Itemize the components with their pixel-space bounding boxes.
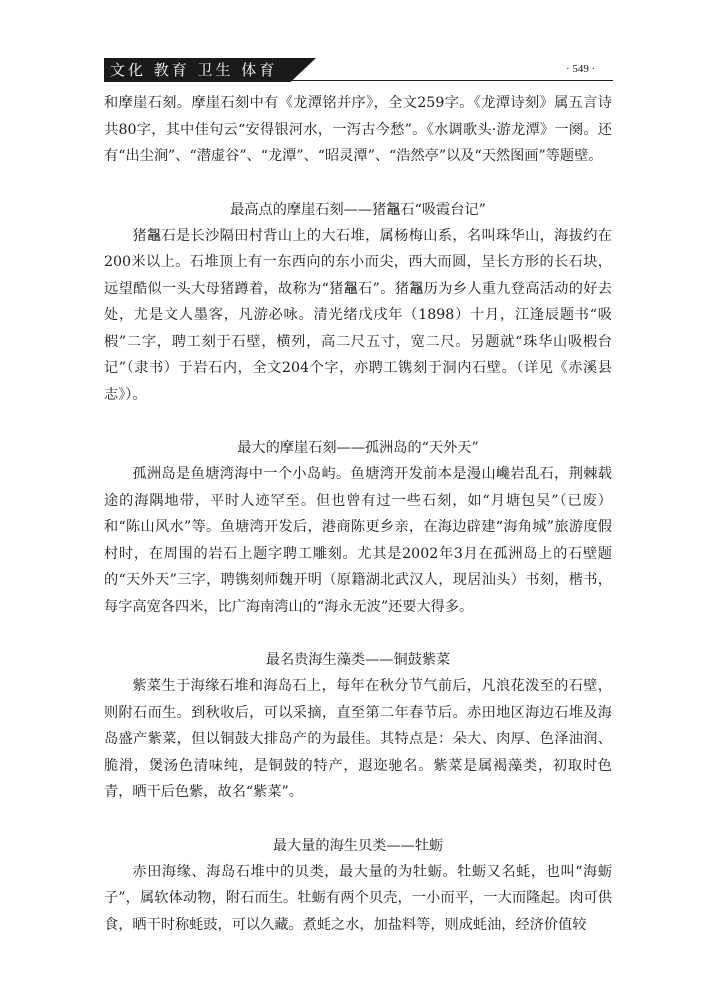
header-rule bbox=[104, 80, 613, 81]
section-heading: 最大的摩崖石刻——孤洲岛的“天外天” bbox=[237, 440, 479, 456]
paragraph: 紫菜生于海缘石堆和海岛石上，每年在秋分节气前后，凡浪花泼至的石壁，则附石而生。到秋收后，可以采摘，直至第二年春节后。赤田地区海边石堆及海岛盛产紫菜，但以铜鼓大排岛产的为最佳。其特点是：朵大、肉厚、色泽油润、脆滑，煲汤色清味纯，是铜鼓的特产，遐迩驰名。紫菜是属褐藻类，初取时色青，晒干后色紫，故名“紫菜”。 bbox=[104, 678, 612, 800]
section-heading: 最高点的摩崖石刻——猪𪓟石“吸霞台记” bbox=[230, 201, 486, 218]
page-number: · 549 · bbox=[566, 63, 596, 75]
paragraph: 猪𪓟石是长沙隔田村背山上的大石堆，属杨梅山系，名叫珠华山，海拔约在200米以上。石堆顶上有一东西向的东小而尖，西大而圆，呈长方形的长石块，远望酷似一头大母猪蹲着，故称为“猪𪓟石”。猪𪓟历为乡人重九登高活动的好去处，尤是文人墨客，凡游必咏。清光绪戊戌年（1898）十月，江逢辰题书“吸椵”二字，聘工刻于石壁，横列，高二尺五寸，宽二尺。另题就“珠华山吸椵台记”（隶书）于岩石内，全文204个字，亦聘工镌刻于洞内石壁。（详见《赤溪县志》）。 bbox=[104, 227, 612, 403]
section-heading: 最大量的海生贝类——牡蛎 bbox=[272, 837, 444, 854]
section-heading: 最名贵海生藻类——铜鼓紫菜 bbox=[265, 652, 451, 668]
paragraph: 和摩崖石刻。摩崖石刻中有《龙潭铭并序》，全文259字。《龙潭诗刻》属五言诗共80字，其中佳句云“安得银河水，一泻古今愁”。《水调歌头·游龙潭》一阕。还有“出尘涧”、“潜虚谷”、“龙潭”、“昭灵潭”、“浩然亭”以及“天然图画”等题壁。 bbox=[104, 95, 612, 164]
paragraph: 孤洲岛是鱼塘湾海中一个小岛屿。鱼塘湾开发前本是漫山巉岩乱石，荆棘载途的海隅地带，平时人迹罕至。但也曾有过一些石刻，如“月塘包吴”（已废）和“陈山风水”等。鱼塘湾开发后，港商陈更乡亲，在海边辟建“海角城”旅游度假村时，在周围的岩石上题字聘工雕刻。尤其是2002年3月在孤洲岛上的石壁题的“天外天”三字，聘镌刻师魏开明（原籍湖北武汉人，现居汕头）书刻，楷书，每字高宽各四米，比广海南湾山的“海永无波”还要大得多。 bbox=[104, 466, 612, 615]
page-body bbox=[104, 90, 612, 938]
paragraph: 赤田海缘、海岛石堆中的贝类，最大量的为牡蛎。牡蛎又名蚝，也叫“海蛎子”，属软体动物，附石而生。牡蛎有两个贝壳，一小而平，一大而隆起。肉可供食，晒干时称蚝豉，可以久藏。煮蚝之水，加盐料等，则成蚝油，经济价值较 bbox=[104, 863, 612, 933]
section-header-title: 文化 教育 卫生 体育 bbox=[110, 61, 278, 79]
